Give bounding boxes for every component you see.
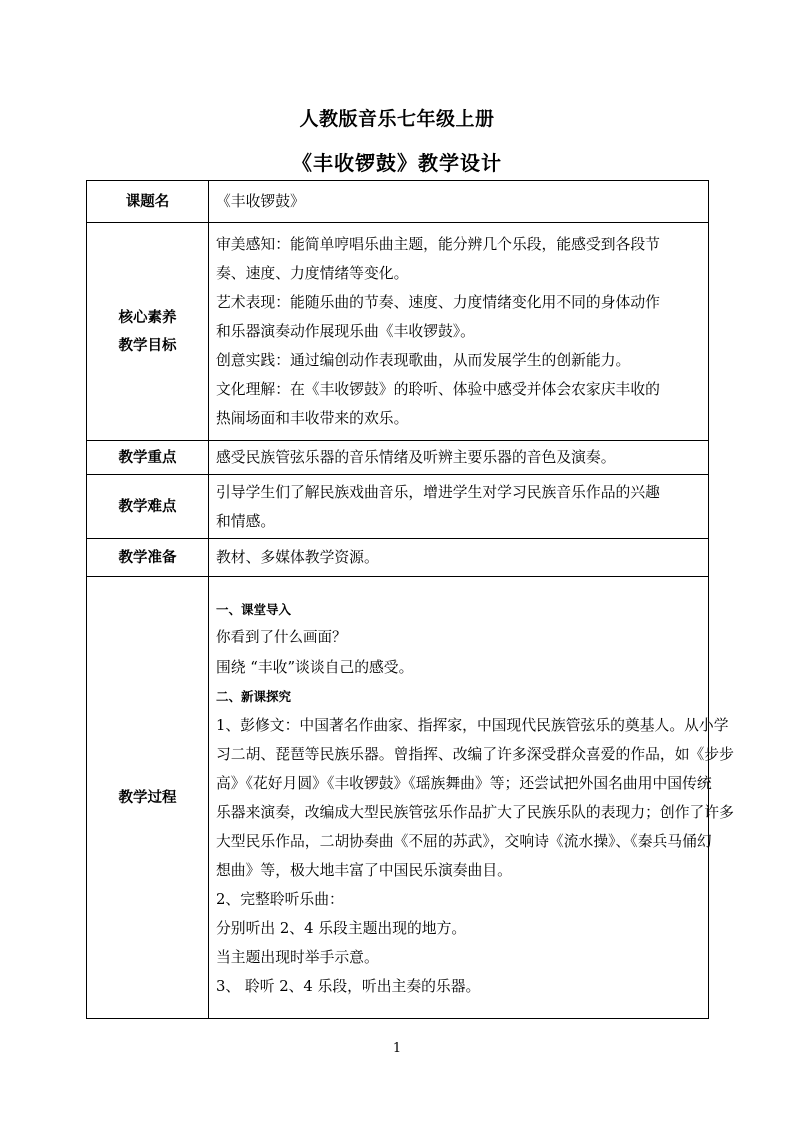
process-line: 想曲》等，极大地丰富了中国民乐演奏曲目。 [216, 861, 512, 879]
row-process [87, 577, 709, 1019]
process-line: 围绕 “丰收”谈谈自己的感受。 [216, 658, 414, 676]
process-line: 高》《花好月圆》《丰收锣鼓》《瑶族舞曲》等；还尝试把外国名曲用中国传统 [216, 774, 712, 792]
lesson-plan-table [86, 180, 734, 1019]
value-process [209, 577, 734, 1019]
row-preparation [87, 539, 709, 577]
label-preparation: 教学准备 [87, 539, 209, 577]
difficulty-line: 和情感。 [216, 512, 276, 530]
label-goals [87, 223, 209, 441]
process-line: 大型民乐作品，二胡协奏曲《不屈的苏武》，交响诗《流水操》、《秦兵马俑幻 [216, 832, 712, 850]
row-key-point [87, 441, 709, 475]
page-number: 1 [392, 1041, 402, 1056]
value-goals [209, 223, 709, 441]
goals-line: 审美感知：能简单哼唱乐曲主题，能分辨几个乐段，能感受到各段节 [216, 236, 660, 253]
goals-line: 热闹场面和丰收带来的欢乐。 [216, 410, 409, 427]
label-key-point: 教学重点 [87, 441, 209, 475]
value-difficulty [209, 475, 709, 539]
process-section1-heading: 一、课堂导入 [216, 601, 292, 617]
goals-line: 和乐器演奏动作展现乐曲《丰收锣鼓》。 [216, 323, 475, 340]
row-topic [87, 181, 709, 223]
value-preparation: 教材、多媒体教学资源。 [209, 539, 709, 577]
value-key-point: 感受民族管弦乐器的音乐情绪及听辨主要乐器的音色及演奏。 [209, 441, 709, 475]
process-section2-heading: 二、新课探究 [216, 688, 292, 704]
process-line: 2、完整聆听乐曲： [216, 890, 344, 908]
process-line: 乐器来演奏，改编成大型民族管弦乐作品扩大了民族乐队的表现力；创作了许多 [216, 803, 734, 821]
goals-line: 奏、速度、力度情绪等变化。 [216, 265, 409, 282]
process-line: 1、彭修文：中国著名作曲家、指挥家，中国现代民族管弦乐的奠基人。从小学 [216, 716, 729, 734]
difficulty-line: 引导学生们了解民族戏曲音乐，增进学生对学习民族音乐作品的兴趣 [216, 483, 660, 501]
document-subtitle: 《丰收锣鼓》教学设计 [292, 151, 502, 175]
row-difficulty [87, 475, 709, 539]
process-line: 分别听出 2、4 乐段主题出现的地方。 [216, 919, 467, 937]
goals-line: 文化理解：在《丰收锣鼓》的聆听、体验中感受并体会农家庆丰收的 [216, 381, 660, 398]
label-process: 教学过程 [87, 577, 209, 1019]
goals-line: 艺术表现：能随乐曲的节奏、速度、力度情绪变化用不同的身体动作 [216, 294, 660, 311]
process-line: 习二胡、琵琶等民族乐器。曾指挥、改编了许多深受群众喜爱的作品，如《步步 [216, 745, 734, 763]
process-line: 当主题出现时举手示意。 [216, 948, 379, 966]
value-topic: 《丰收锣鼓》 [209, 181, 709, 223]
document-title: 人教版音乐七年级上册 [299, 108, 495, 130]
label-topic: 课题名 [87, 181, 209, 223]
goals-line: 创意实践：通过编创动作表现歌曲，从而发展学生的创新能力。 [216, 352, 631, 369]
process-line: 3、 聆听 2、4 乐段，听出主奏的乐器。 [216, 977, 481, 995]
row-goals [87, 223, 709, 441]
label-difficulty: 教学难点 [87, 475, 209, 539]
label-goals-line2: 教学目标 [118, 337, 177, 354]
process-line: 你看到了什么画面？ [216, 629, 347, 646]
label-goals-line1: 核心素养 [118, 309, 177, 326]
